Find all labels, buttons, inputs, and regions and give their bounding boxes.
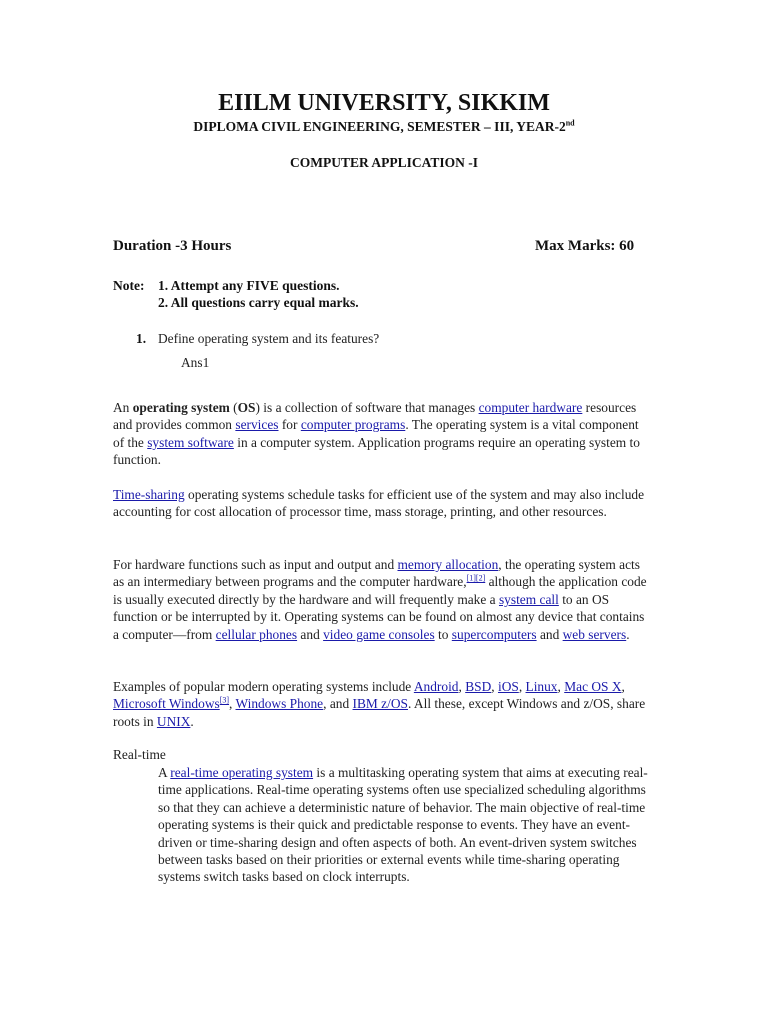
paragraph-time-sharing: Time-sharing operating systems schedule tasks for efficient use of the system and may also include accounting for cost allocation of processor time, mass storage, printing, and other resources. xyxy=(113,487,645,520)
link-rtos[interactable]: real-time operating system xyxy=(170,765,314,780)
program-sup: nd xyxy=(565,118,575,128)
question-number: 1. xyxy=(136,331,147,346)
note-label: Note: xyxy=(113,278,145,293)
question-text: Define operating system and its features? xyxy=(158,331,380,346)
link-computer-programs[interactable]: computer programs xyxy=(300,417,406,433)
link-bsd[interactable]: BSD xyxy=(465,679,492,694)
link-services[interactable]: services xyxy=(235,417,279,433)
duration: Duration -3 Hours xyxy=(113,238,232,254)
link-memory-allocation[interactable]: memory allocation xyxy=(397,557,499,572)
link-system-software[interactable]: system software xyxy=(147,434,234,450)
link-system-call[interactable]: system call xyxy=(498,591,559,607)
answer-label: Ans1 xyxy=(181,355,210,370)
link-windows-phone[interactable]: Windows Phone xyxy=(235,696,324,712)
note-item-1: 1. Attempt any FIVE questions. xyxy=(158,278,340,293)
link-supercomputers[interactable]: supercomputers xyxy=(451,626,537,642)
link-microsoft-windows[interactable]: Microsoft Windows xyxy=(113,696,220,712)
paragraph-hardware-functions: For hardware functions such as input and output and memory allocation, the operating system acts as an intermediary between programs and the computer hardware,[1][2] although the application code is usually executed directly by the hardware and will frequently make a system call to an OS function or be interrupted by it. Operating systems can be found on almost any device that contains a computer—from cellular phones and video game consoles to supercomputers and web servers. xyxy=(113,557,647,642)
link-ibm-zos[interactable]: IBM z/OS xyxy=(352,696,408,712)
subject-title: COMPUTER APPLICATION -I xyxy=(289,155,478,170)
link-time-sharing[interactable]: Time-sharing xyxy=(113,487,185,502)
link-citation-3[interactable]: [3] xyxy=(219,695,230,705)
program-line xyxy=(0,119,768,135)
paragraph-examples: Examples of popular modern operating systems include Android, BSD, iOS, Linux, Mac OS X, Microsoft Windows[3], Windows Phone, and IBM z/OS. All these, except Windows and z/OS, share roots in UNIX. xyxy=(113,679,646,729)
link-android[interactable]: Android xyxy=(413,679,459,694)
link-cellular-phones[interactable]: cellular phones xyxy=(215,626,298,642)
paragraph-realtime: A real-time operating system is a multitasking operating system that aims at executing real-time applications. Real-time operating systems often use specialized scheduling algorithms so that they can achieve a deterministic nature of behavior. The main objective of real-time operating systems is their quick and predictable response to events. They have an event-driven or time-sharing design and often aspects of both. An event-driven system switches between tasks based on their priorities or external events while time-sharing operating systems switch tasks based on clock interrupts. xyxy=(158,765,648,885)
university-title: EIILM UNIVERSITY, SIKKIM xyxy=(218,90,550,116)
note-item-2: 2. All questions carry equal marks. xyxy=(158,295,359,310)
link-unix[interactable]: UNIX xyxy=(156,713,191,729)
link-citation-1-2[interactable]: [1][2] xyxy=(466,573,486,583)
realtime-heading: Real-time xyxy=(113,747,166,762)
link-video-game-consoles[interactable]: video game consoles xyxy=(323,626,435,642)
link-computer-hardware[interactable]: computer hardware xyxy=(478,400,583,415)
paragraph-definition: An operating system (OS) is a collection of software that manages computer hardware resources and provides common services for computer programs. The operating system is a vital component of the system software in a computer system. Application programs require an operating system to function. xyxy=(113,400,640,468)
link-web-servers[interactable]: web servers xyxy=(562,626,627,642)
term-operating-system: operating system xyxy=(132,400,230,415)
max-marks: Max Marks: 60 xyxy=(535,238,635,254)
term-os: OS xyxy=(237,400,256,415)
link-mac-os-x[interactable]: Mac OS X xyxy=(564,679,622,694)
program-text: DIPLOMA CIVIL ENGINEERING, SEMESTER – III, YEAR-2 xyxy=(193,119,566,134)
link-linux[interactable]: Linux xyxy=(525,679,558,694)
link-ios[interactable]: iOS xyxy=(497,679,519,694)
